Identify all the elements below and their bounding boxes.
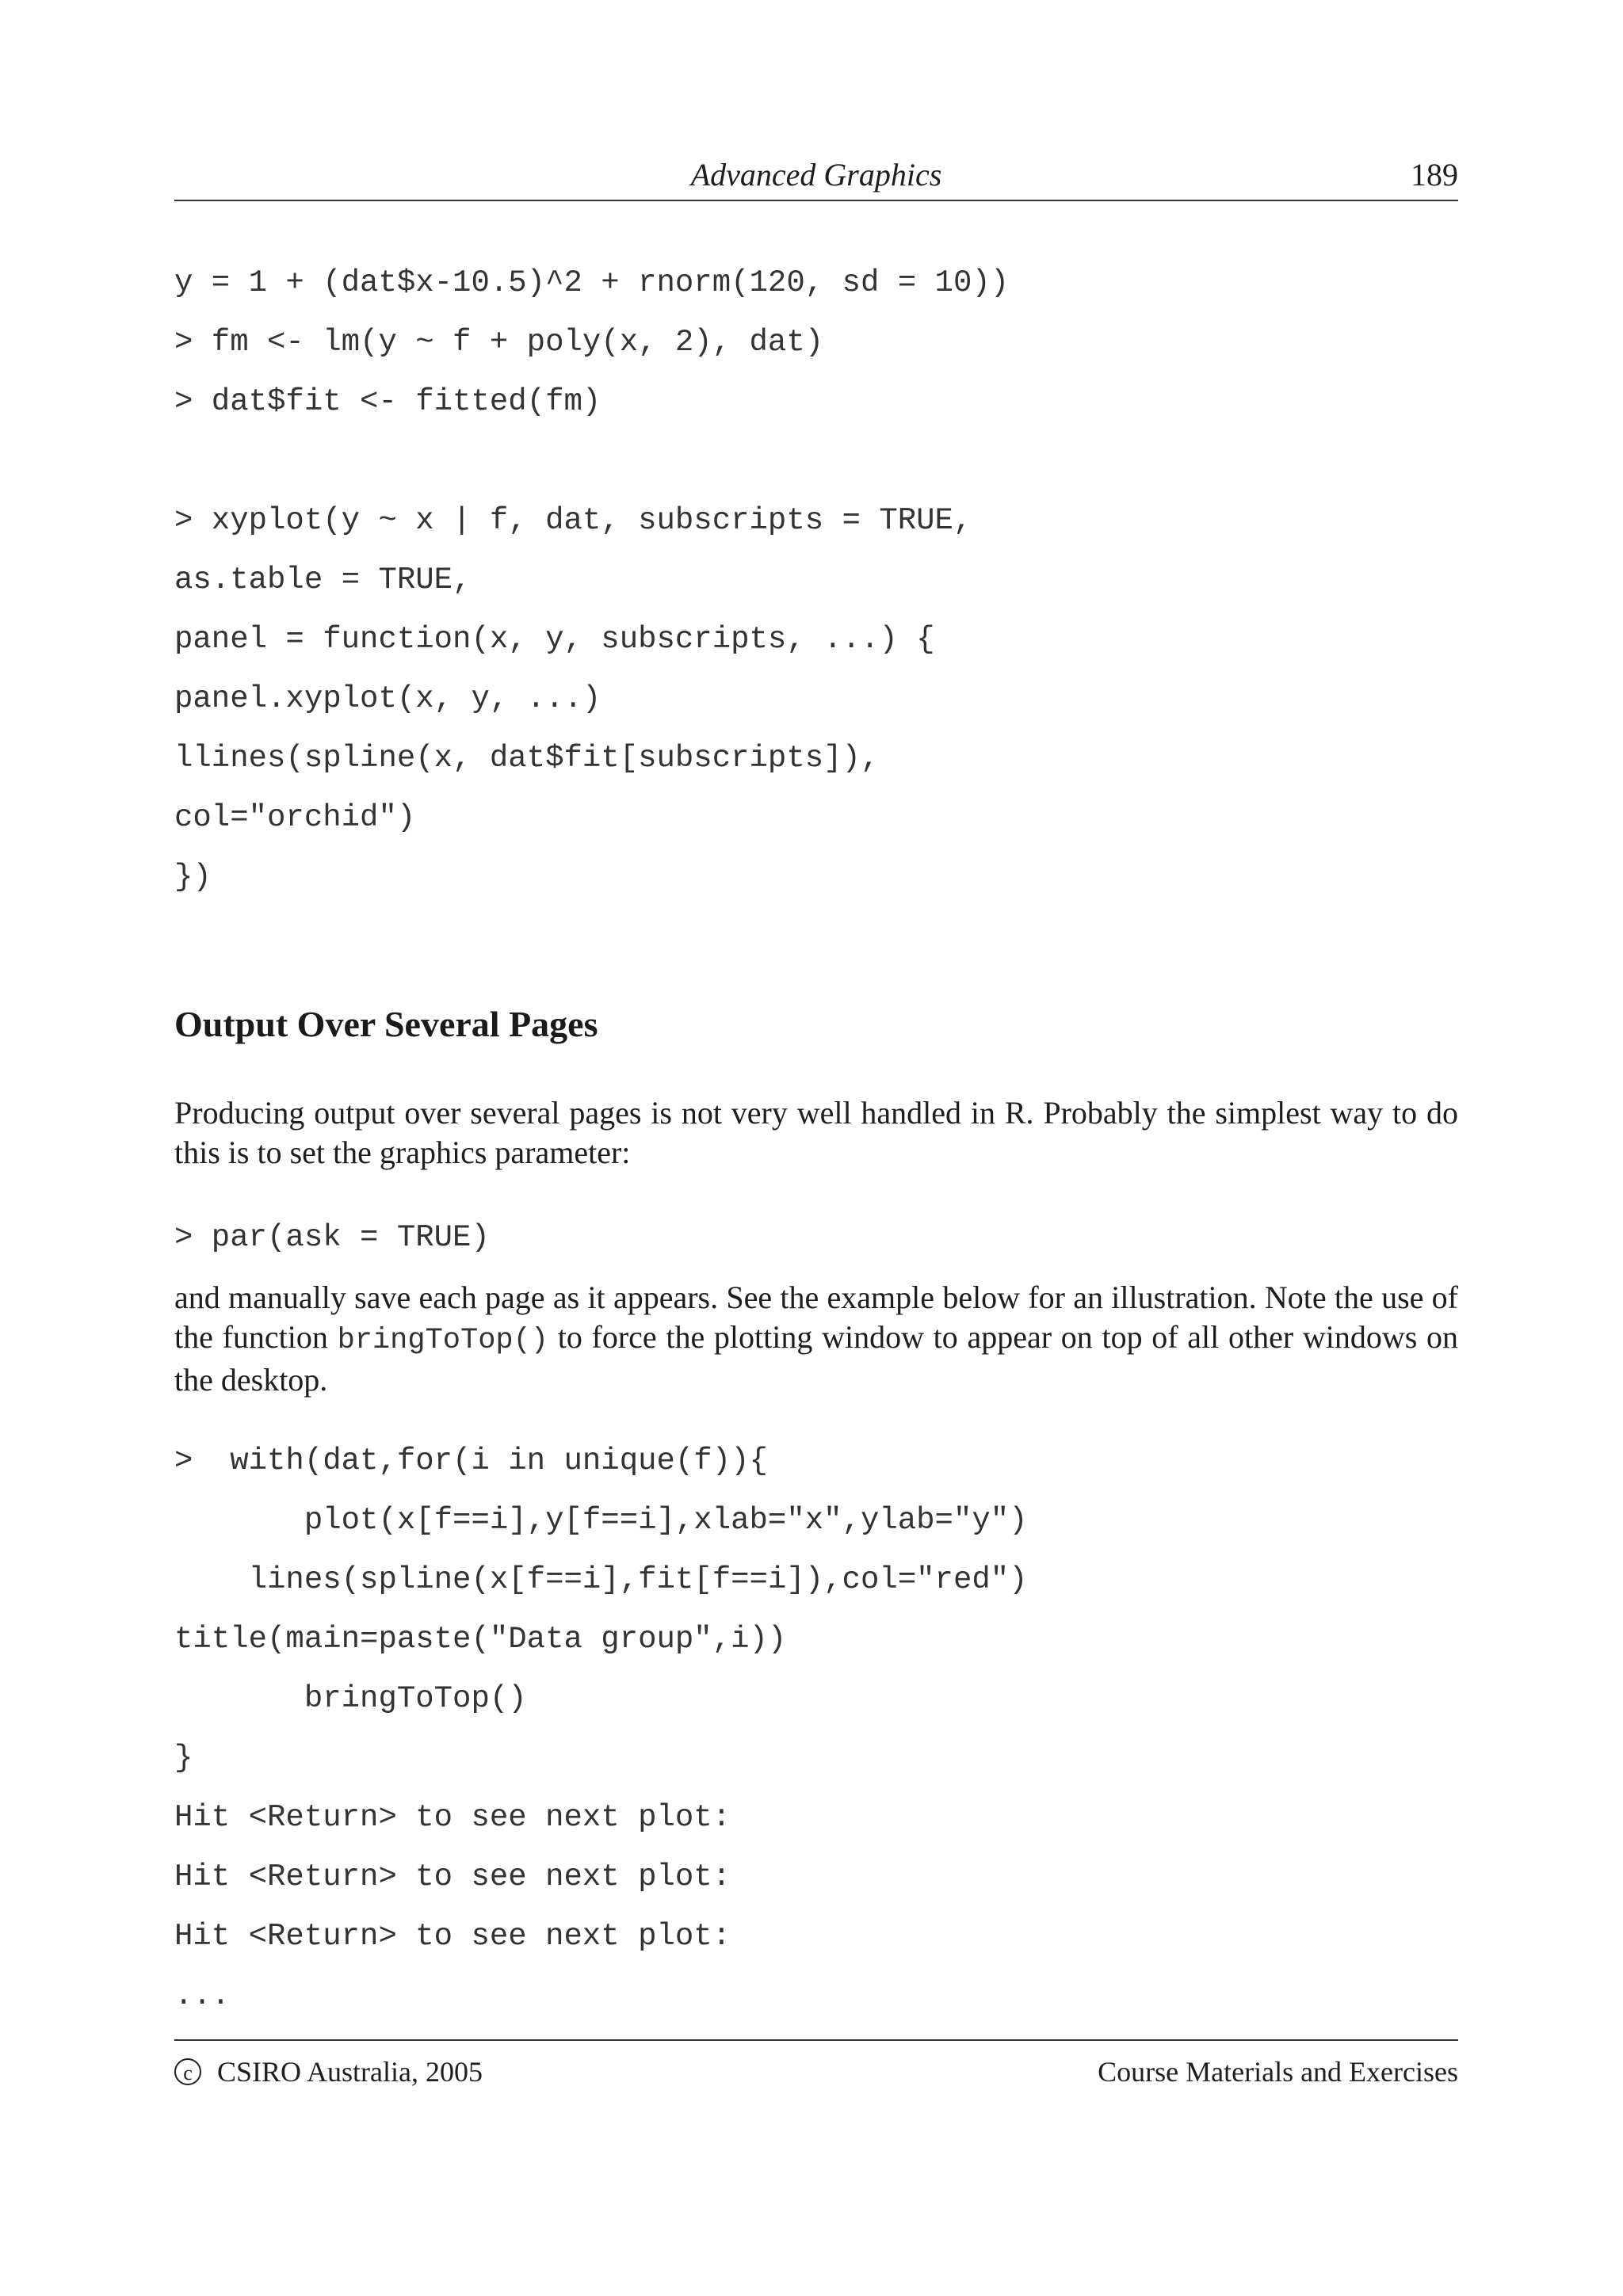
- code-line: > xyplot(y ~ x | f, dat, subscripts = TRUE,: [174, 503, 972, 538]
- code-line: as.table = TRUE,: [174, 563, 472, 597]
- code-line: Hit <Return> to see next plot:: [174, 1919, 731, 1954]
- code-line: }): [174, 860, 212, 894]
- footer-left: [174, 2054, 483, 2090]
- copyright-icon: c: [174, 2058, 201, 2085]
- paragraph: [174, 1278, 1458, 1400]
- code-line: > fm <- lm(y ~ f + poly(x, 2), dat): [174, 325, 824, 360]
- paragraph-text: to force the plotting window to appear on top of all other windows on the desktop.: [174, 1319, 1458, 1398]
- page-number: 189: [1411, 157, 1458, 193]
- code-line: Hit <Return> to see next plot:: [174, 1800, 731, 1835]
- running-header: [174, 155, 1458, 201]
- running-footer: [174, 2039, 1458, 2096]
- section-heading: Output Over Several Pages: [174, 1004, 598, 1044]
- paragraph-text: and manually save each page as it appears. See the example below for an illustration. Note the use of the function: [174, 1280, 1458, 1355]
- code-line: > with(dat,for(i in unique(f)){: [174, 1444, 768, 1478]
- code-line: panel = function(x, y, subscripts, ...) {: [174, 622, 935, 657]
- code-line: Hit <Return> to see next plot:: [174, 1859, 731, 1894]
- code-line: plot(x[f==i],y[f==i],xlab="x",ylab="y"): [174, 1503, 1028, 1538]
- code-line: col="orchid"): [174, 800, 416, 835]
- code-line: > dat$fit <- fitted(fm): [174, 384, 601, 419]
- inline-code: bringToTop(): [337, 1324, 549, 1357]
- footer-right: Course Materials and Exercises: [1098, 2056, 1458, 2088]
- code-line: llines(spline(x, dat$fit[subscripts]),: [174, 741, 880, 776]
- code-line: ...: [174, 1978, 231, 2013]
- paragraph: Producing output over several pages is not very well handled in R. Probably the simplest way to do this is to set the graphics parameter:: [174, 1095, 1458, 1170]
- code-line: }: [174, 1741, 193, 1775]
- code-line: > par(ask = TRUE): [174, 1220, 490, 1255]
- code-line: lines(spline(x[f==i],fit[f==i]),col="red"): [174, 1562, 1028, 1597]
- document-page: [174, 0, 1458, 2296]
- code-line: bringToTop(): [174, 1681, 527, 1716]
- code-line: y = 1 + (dat$x-10.5)^2 + rnorm(120, sd = 10)): [174, 265, 1010, 300]
- header-title: Advanced Graphics: [690, 157, 942, 193]
- code-line: title(main=paste("Data group",i)): [174, 1622, 787, 1657]
- code-line: panel.xyplot(x, y, ...): [174, 681, 601, 716]
- footer-copyright-text: CSIRO Australia, 2005: [217, 2056, 483, 2088]
